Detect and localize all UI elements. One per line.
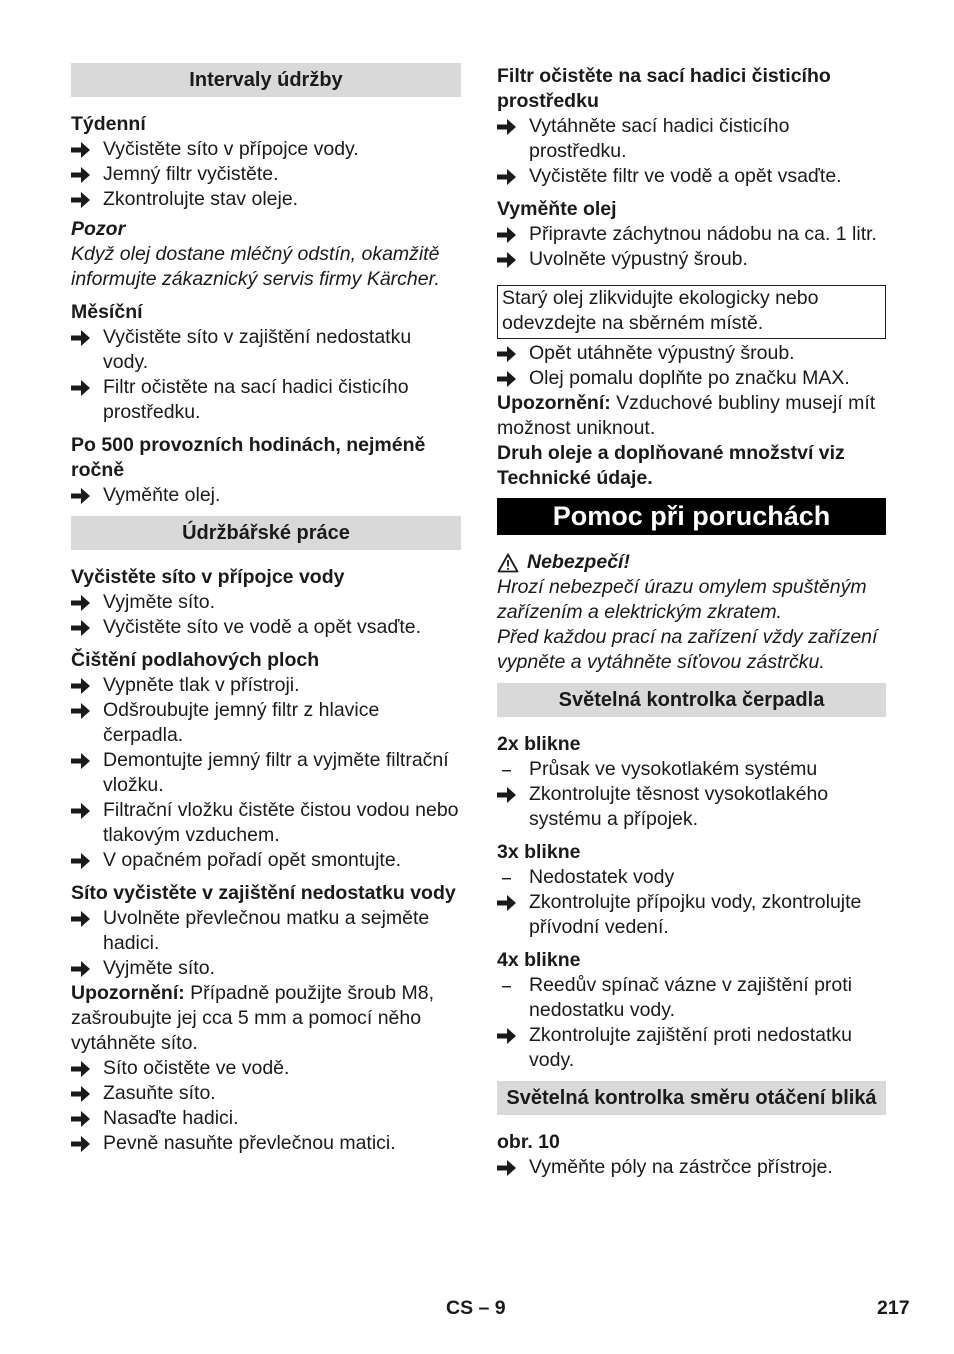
warning-triangle-icon: [497, 553, 519, 573]
list-item: Filtrační vložku čistěte čistou vodou nebo tlakovým vzduchem.: [71, 798, 461, 848]
arrow-right-icon: [71, 325, 93, 350]
list-item: Průsak ve vysokotlakém systému: [497, 757, 886, 782]
left-column: [71, 63, 461, 1156]
list-item: V opačném pořadí opět smontujte.: [71, 848, 461, 873]
arrow-right-icon: [497, 890, 519, 915]
arrow-right-icon: [497, 782, 519, 807]
arrow-right-icon: [71, 956, 93, 981]
caution-text: Když olej dostane mléčný odstín, okamžitě informujte zákaznický servis firmy Kärcher.: [71, 243, 440, 290]
list-item: Vyčistěte síto v zajištění nedostatku vody.: [71, 325, 461, 375]
arrow-right-icon: [71, 187, 93, 212]
subheading-sito-zajisteni: Síto vyčistěte v zajištění nedostatku vody: [71, 882, 456, 904]
list-item: Uvolněte převlečnou matku a sejměte hadici.: [71, 906, 461, 956]
section-heading-udrzbarske: Údržbářské práce: [71, 516, 461, 550]
danger-text-1: Hrozí nebezpečí úrazu omylem spuštěným zařízením a elektrickým zkratem.: [497, 576, 867, 623]
dash-icon: [501, 973, 515, 998]
subheading-4x-blikne: 4x blikne: [497, 949, 581, 971]
list-item: Vytáhněte sací hadici čisticího prostředku.: [497, 114, 886, 164]
list-item: Nedostatek vody: [497, 865, 886, 890]
list-item: Zkontrolujte přípojku vody, zkontrolujte přívodní vedení.: [497, 890, 886, 940]
subheading-obr-10: obr. 10: [497, 1131, 560, 1153]
oil-spec-note: Druh oleje a doplňované množství viz Technické údaje.: [497, 442, 845, 489]
list-item: Zkontrolujte stav oleje.: [71, 187, 461, 212]
list-item: Vyměňte póly na zástrčce přístroje.: [497, 1155, 886, 1180]
note-paragraph: [497, 391, 886, 441]
list-item: Vyčistěte síto v přípojce vody.: [71, 137, 461, 162]
environment-notice-box: Starý olej zlikvidujte ekologicky nebo odevzdejte na sběrném místě.: [497, 285, 886, 339]
list-item: Demontujte jemný filtr a vyjměte filtrační vložku.: [71, 748, 461, 798]
arrow-right-icon: [71, 848, 93, 873]
arrow-right-icon: [71, 162, 93, 187]
arrow-right-icon: [71, 673, 93, 698]
subheading-3x-blikne: 3x blikne: [497, 841, 581, 863]
list-item: Zasuňte síto.: [71, 1081, 461, 1106]
footer-section-label: CS – 9: [446, 1297, 506, 1319]
arrow-right-icon: [71, 748, 93, 773]
caution-label: Pozor: [71, 218, 126, 240]
arrow-right-icon: [497, 247, 519, 272]
danger-label: Nebezpečí!: [527, 551, 630, 573]
page-number: 217: [877, 1297, 910, 1319]
arrow-right-icon: [497, 164, 519, 189]
arrow-right-icon: [71, 590, 93, 615]
list-item: Vyčistěte filtr ve vodě a opět vsaďte.: [497, 164, 886, 189]
subheading-po500: Po 500 provozních hodinách, nejméně ročně: [71, 434, 426, 481]
section-heading-svetelna-smer: Světelná kontrolka směru otáčení bliká: [497, 1081, 886, 1115]
list-item: Olej pomalu doplňte po značku MAX.: [497, 366, 886, 391]
subheading-olej: Vyměňte olej: [497, 198, 617, 220]
note-text: Vzduchové bubliny musejí mít možnost uniknout.: [497, 392, 876, 439]
arrow-right-icon: [71, 1081, 93, 1106]
subheading-sito-pripojka: Vyčistěte síto v přípojce vody: [71, 566, 345, 588]
arrow-right-icon: [497, 222, 519, 247]
list-item: Jemný filtr vyčistěte.: [71, 162, 461, 187]
arrow-right-icon: [497, 341, 519, 366]
list-item: Vypněte tlak v přístroji.: [71, 673, 461, 698]
subheading-filtr: Filtr očistěte na sací hadici čisticího prostředku: [497, 65, 831, 112]
dash-icon: [501, 865, 515, 890]
arrow-right-icon: [71, 1131, 93, 1156]
danger-label-row: [497, 550, 886, 575]
list-item: Síto očistěte ve vodě.: [71, 1056, 461, 1081]
list-item: Odšroubujte jemný filtr z hlavice čerpadla.: [71, 698, 461, 748]
dash-icon: [501, 757, 515, 782]
list-item: Reedův spínač vázne v zajištění proti nedostatku vody.: [497, 973, 886, 1023]
arrow-right-icon: [497, 1023, 519, 1048]
arrow-right-icon: [71, 1056, 93, 1081]
subheading-cisteni: Čištění podlahových ploch: [71, 649, 320, 671]
right-column: [497, 64, 886, 1180]
list-item: Nasaďte hadici.: [71, 1106, 461, 1131]
subheading-tydenni: Týdenní: [71, 113, 146, 135]
arrow-right-icon: [71, 698, 93, 723]
list-item: Vyměňte olej.: [71, 483, 461, 508]
arrow-right-icon: [71, 798, 93, 823]
arrow-right-icon: [497, 114, 519, 139]
arrow-right-icon: [71, 906, 93, 931]
chapter-heading-pomoc: Pomoc při poruchách: [497, 498, 886, 535]
arrow-right-icon: [497, 1155, 519, 1180]
arrow-right-icon: [71, 1106, 93, 1131]
subheading-mesicni: Měsíční: [71, 301, 143, 323]
arrow-right-icon: [497, 366, 519, 391]
list-item: Uvolněte výpustný šroub.: [497, 247, 886, 272]
list-item: Vyjměte síto.: [71, 590, 461, 615]
arrow-right-icon: [71, 483, 93, 508]
list-item: Vyjměte síto.: [71, 956, 461, 981]
arrow-right-icon: [71, 137, 93, 162]
list-item: Pevně nasuňte převlečnou matici.: [71, 1131, 461, 1156]
subheading-2x-blikne: 2x blikne: [497, 733, 581, 755]
section-heading-intervaly: Intervaly údržby: [71, 63, 461, 97]
note-text: Případně použijte šroub M8, zašroubujte jej cca 5 mm a pomocí něho vytáhněte síto.: [71, 982, 435, 1054]
danger-text-2: Před každou prací na zařízení vždy zařízení vypněte a vytáhněte síťovou zástrčku.: [497, 626, 878, 673]
list-item: Zkontrolujte zajištění proti nedostatku vody.: [497, 1023, 886, 1073]
note-paragraph: [71, 981, 461, 1056]
arrow-right-icon: [71, 615, 93, 640]
list-item: Vyčistěte síto ve vodě a opět vsaďte.: [71, 615, 461, 640]
list-item: Připravte záchytnou nádobu na ca. 1 litr.: [497, 222, 886, 247]
note-label: Upozornění:: [497, 392, 611, 414]
arrow-right-icon: [71, 375, 93, 400]
section-heading-svetelna-cerpadla: Světelná kontrolka čerpadla: [497, 683, 886, 717]
list-item: Opět utáhněte výpustný šroub.: [497, 341, 886, 366]
note-label: Upozornění:: [71, 982, 185, 1004]
list-item: Filtr očistěte na sací hadici čisticího prostředku.: [71, 375, 461, 425]
list-item: Zkontrolujte těsnost vysokotlakého systému a přípojek.: [497, 782, 886, 832]
